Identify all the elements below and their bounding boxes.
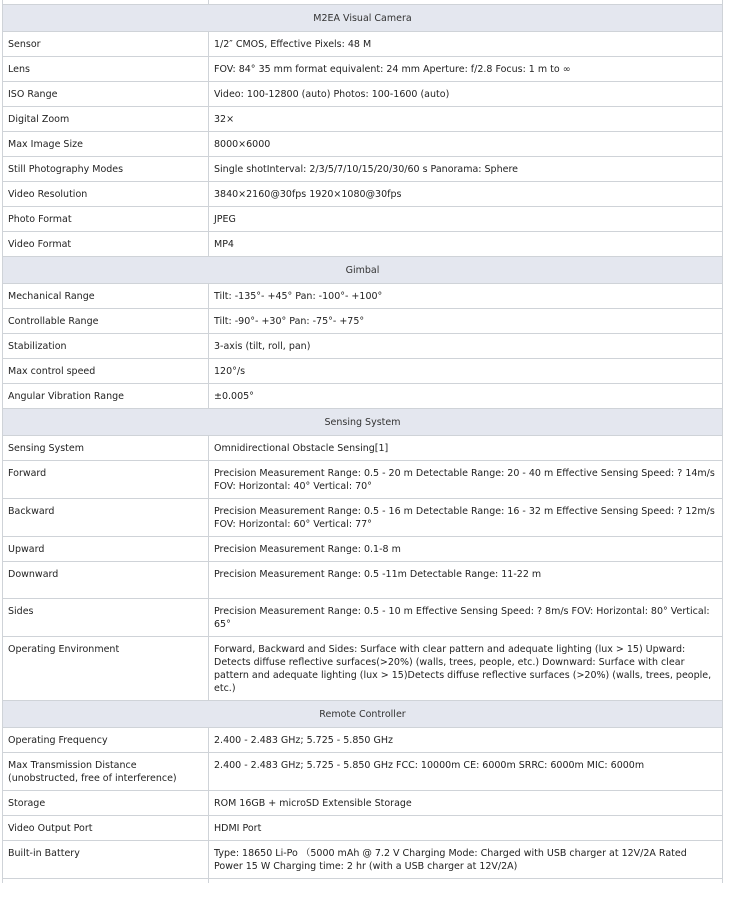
table-row	[3, 499, 723, 537]
table-row	[3, 753, 723, 791]
table-row	[3, 182, 723, 207]
table-row	[3, 461, 723, 499]
table-tail-row	[3, 879, 723, 884]
specs-table-body	[3, 0, 723, 883]
spec-label: Max Image Size	[3, 132, 209, 157]
table-row	[3, 107, 723, 132]
spec-label: Forward	[3, 461, 209, 499]
spec-label: Operating Frequency	[3, 728, 209, 753]
spec-value: ROM 16GB + microSD Extensible Storage	[209, 791, 723, 816]
section-title: Gimbal	[3, 257, 723, 284]
table-row	[3, 359, 723, 384]
spec-value: 32×	[209, 107, 723, 132]
spec-label: Downward	[3, 562, 209, 599]
spec-label: Still Photography Modes	[3, 157, 209, 182]
spec-value: ±0.005°	[209, 384, 723, 409]
table-row	[3, 232, 723, 257]
table-row	[3, 309, 723, 334]
section-title: Sensing System	[3, 409, 723, 436]
spec-value: Precision Measurement Range: 0.1-8 m	[209, 537, 723, 562]
spec-label: Video Output Port	[3, 816, 209, 841]
table-row	[3, 599, 723, 637]
table-row	[3, 284, 723, 309]
spec-value: 2.400 - 2.483 GHz; 5.725 - 5.850 GHz	[209, 728, 723, 753]
spec-label: Backward	[3, 499, 209, 537]
table-row	[3, 562, 723, 599]
table-row	[3, 537, 723, 562]
table-row	[3, 816, 723, 841]
spec-label: Video Resolution	[3, 182, 209, 207]
spec-value: 3-axis (tilt, roll, pan)	[209, 334, 723, 359]
spec-label: ISO Range	[3, 82, 209, 107]
spec-label: Sensing System	[3, 436, 209, 461]
spec-label: Mechanical Range	[3, 284, 209, 309]
section-header-row	[3, 409, 723, 436]
table-row	[3, 132, 723, 157]
spec-label: Built-in Battery	[3, 841, 209, 879]
spec-label: Upward	[3, 537, 209, 562]
table-row	[3, 436, 723, 461]
spec-label: Sensor	[3, 32, 209, 57]
spec-value: 2.400 - 2.483 GHz; 5.725 - 5.850 GHz FCC: 10000m CE: 6000m SRRC: 6000m MIC: 6000m	[209, 753, 723, 791]
spec-label: Lens	[3, 57, 209, 82]
spec-value: HDMI Port	[209, 816, 723, 841]
spec-value: MP4	[209, 232, 723, 257]
spec-value: 3840×2160@30fps 1920×1080@30fps	[209, 182, 723, 207]
spec-label: Controllable Range	[3, 309, 209, 334]
table-row	[3, 207, 723, 232]
spec-value: Tilt: -135°- +45° Pan: -100°- +100°	[209, 284, 723, 309]
spec-value: Type: 18650 Li-Po （5000 mAh @ 7.2 V Charging Mode: Charged with USB charger at 12V/2A Rated Power 15 W Charging time: 2 hr (with a USB charger at 12V/2A)	[209, 841, 723, 879]
spec-value: 1/2″ CMOS, Effective Pixels: 48 M	[209, 32, 723, 57]
spec-value: Forward, Backward and Sides: Surface with clear pattern and adequate lighting (lux > 15) Upward: Detects diffuse reflective surfaces(>20%) (walls, trees, people, etc.) Downward: Surface with clear pattern and adequate lighting (lux > 15)Detects diffuse reflective surfaces (>20%) (walls, trees, people, etc.)	[209, 637, 723, 701]
section-title: M2EA Visual Camera	[3, 5, 723, 32]
table-row	[3, 841, 723, 879]
table-row	[3, 637, 723, 701]
table-row	[3, 334, 723, 359]
tail-cell	[3, 879, 209, 884]
table-row	[3, 32, 723, 57]
spec-label: Video Format	[3, 232, 209, 257]
specs-table	[2, 0, 723, 883]
spec-value: 120°/s	[209, 359, 723, 384]
table-row	[3, 82, 723, 107]
section-title: Remote Controller	[3, 701, 723, 728]
spec-label: Digital Zoom	[3, 107, 209, 132]
table-row	[3, 384, 723, 409]
spec-label: Max Transmission Distance (unobstructed, free of interference)	[3, 753, 209, 791]
spec-label: Sides	[3, 599, 209, 637]
spec-label: Photo Format	[3, 207, 209, 232]
table-row	[3, 791, 723, 816]
spec-label: Stabilization	[3, 334, 209, 359]
spec-value: Video: 100-12800 (auto) Photos: 100-1600 (auto)	[209, 82, 723, 107]
spec-value: JPEG	[209, 207, 723, 232]
spec-label: Max control speed	[3, 359, 209, 384]
tail-cell	[209, 879, 723, 884]
spec-value: Precision Measurement Range: 0.5 -11m Detectable Range: 11-22 m	[209, 562, 723, 599]
spec-value: Tilt: -90°- +30° Pan: -75°- +75°	[209, 309, 723, 334]
section-header-row	[3, 5, 723, 32]
spec-value: Single shotInterval: 2/3/5/7/10/15/20/30/60 s Panorama: Sphere	[209, 157, 723, 182]
spec-value: Precision Measurement Range: 0.5 - 10 m Effective Sensing Speed: ? 8m/s FOV: Horizontal: 80° Vertical: 65°	[209, 599, 723, 637]
table-row	[3, 728, 723, 753]
spec-label: Operating Environment	[3, 637, 209, 701]
spec-value: 8000×6000	[209, 132, 723, 157]
spec-label: Storage	[3, 791, 209, 816]
spec-value: Precision Measurement Range: 0.5 - 20 m Detectable Range: 20 - 40 m Effective Sensing Speed: ? 14m/s FOV: Horizontal: 40° Vertical: 70°	[209, 461, 723, 499]
table-row	[3, 57, 723, 82]
section-header-row	[3, 701, 723, 728]
spec-value: FOV: 84° 35 mm format equivalent: 24 mm Aperture: f/2.8 Focus: 1 m to ∞	[209, 57, 723, 82]
spec-value: Omnidirectional Obstacle Sensing[1]	[209, 436, 723, 461]
spec-label: Angular Vibration Range	[3, 384, 209, 409]
spec-value: Precision Measurement Range: 0.5 - 16 m Detectable Range: 16 - 32 m Effective Sensing Speed: ? 12m/s FOV: Horizontal: 60° Vertical: 77°	[209, 499, 723, 537]
table-row	[3, 157, 723, 182]
section-header-row	[3, 257, 723, 284]
